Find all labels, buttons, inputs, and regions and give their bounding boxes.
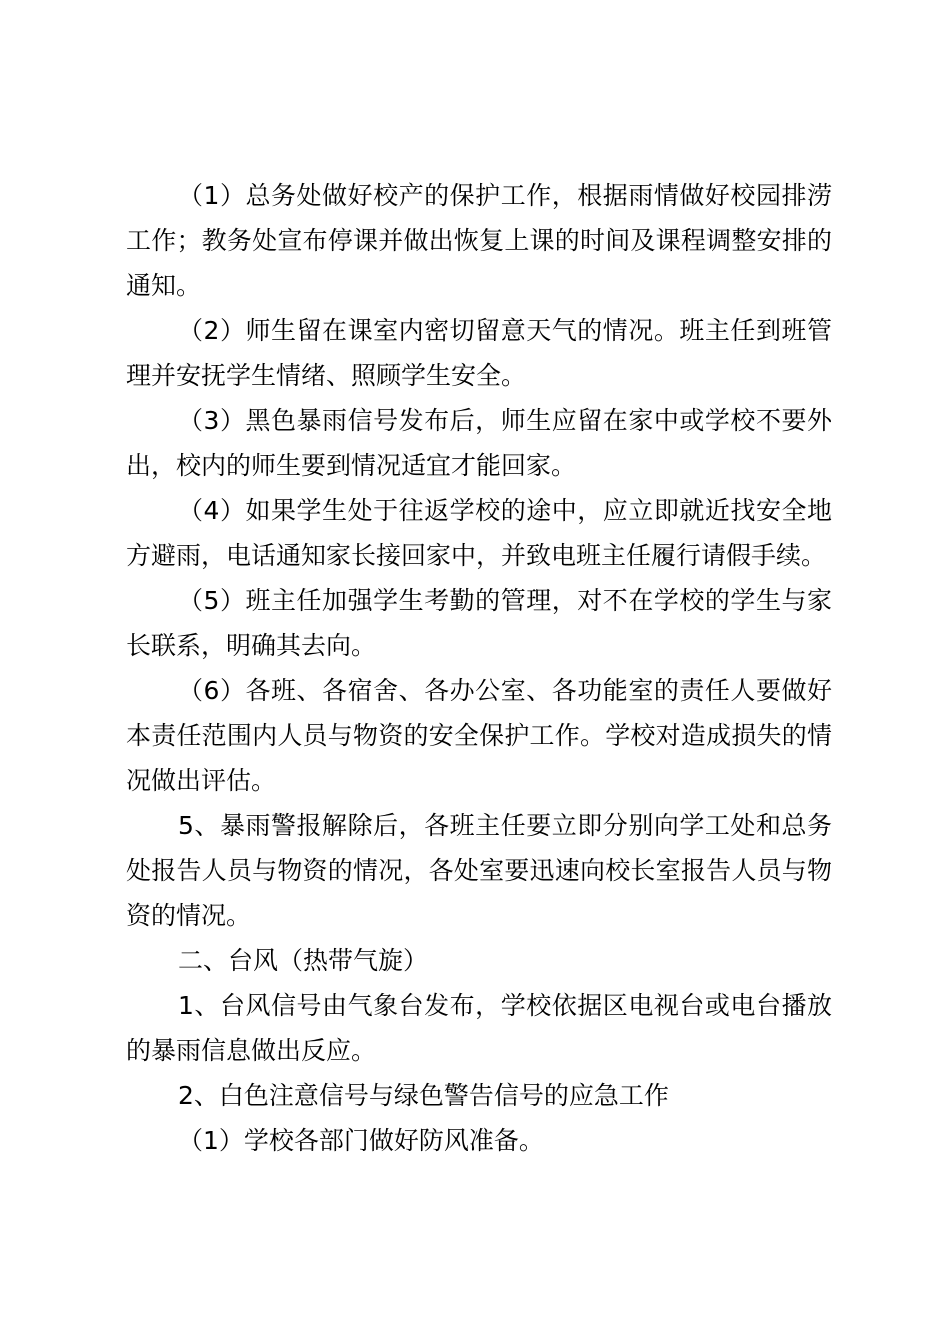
paragraph-item-1: （1）总务处做好校产的保护工作，根据雨情做好校园排涝工作；教务处宣布停课并做出恢复上课的时间及课程调整安排的通知。 — [126, 181, 832, 300]
paragraph-typhoon-1: 1、台风信号由气象台发布，学校依据区电视台或电台播放的暴雨信息做出反应。 — [126, 991, 832, 1065]
paragraph-item-5: （5）班主任加强学生考勤的管理，对不在学校的学生与家长联系，明确其去向。 — [126, 586, 832, 660]
document-body — [126, 173, 832, 1163]
paragraph-item-2: （2）师生留在课室内密切留意天气的情况。班主任到班管理并安抚学生情绪、照顾学生安全。 — [126, 316, 832, 390]
paragraph-item-4: （4）如果学生处于往返学校的途中，应立即就近找安全地方避雨，电话通知家长接回家中，并致电班主任履行请假手续。 — [126, 496, 832, 570]
paragraph-section-5: 5、暴雨警报解除后，各班主任要立即分别向学工处和总务处报告人员与物资的情况，各处室要迅速向校长室报告人员与物资的情况。 — [126, 811, 832, 930]
paragraph-typhoon-2-item-1: （1）学校各部门做好防风准备。 — [178, 1126, 544, 1155]
paragraph-item-3: （3）黑色暴雨信号发布后，师生应留在家中或学校不要外出，校内的师生要到情况适宜才能回家。 — [126, 406, 832, 480]
paragraph-typhoon-2: 2、白色注意信号与绿色警告信号的应急工作 — [178, 1081, 669, 1110]
section-heading-typhoon: 二、台风（热带气旋） — [178, 946, 429, 975]
paragraph-item-6: （6）各班、各宿舍、各办公室、各功能室的责任人要做好本责任范围内人员与物资的安全保护工作。学校对造成损失的情况做出评估。 — [126, 676, 832, 795]
